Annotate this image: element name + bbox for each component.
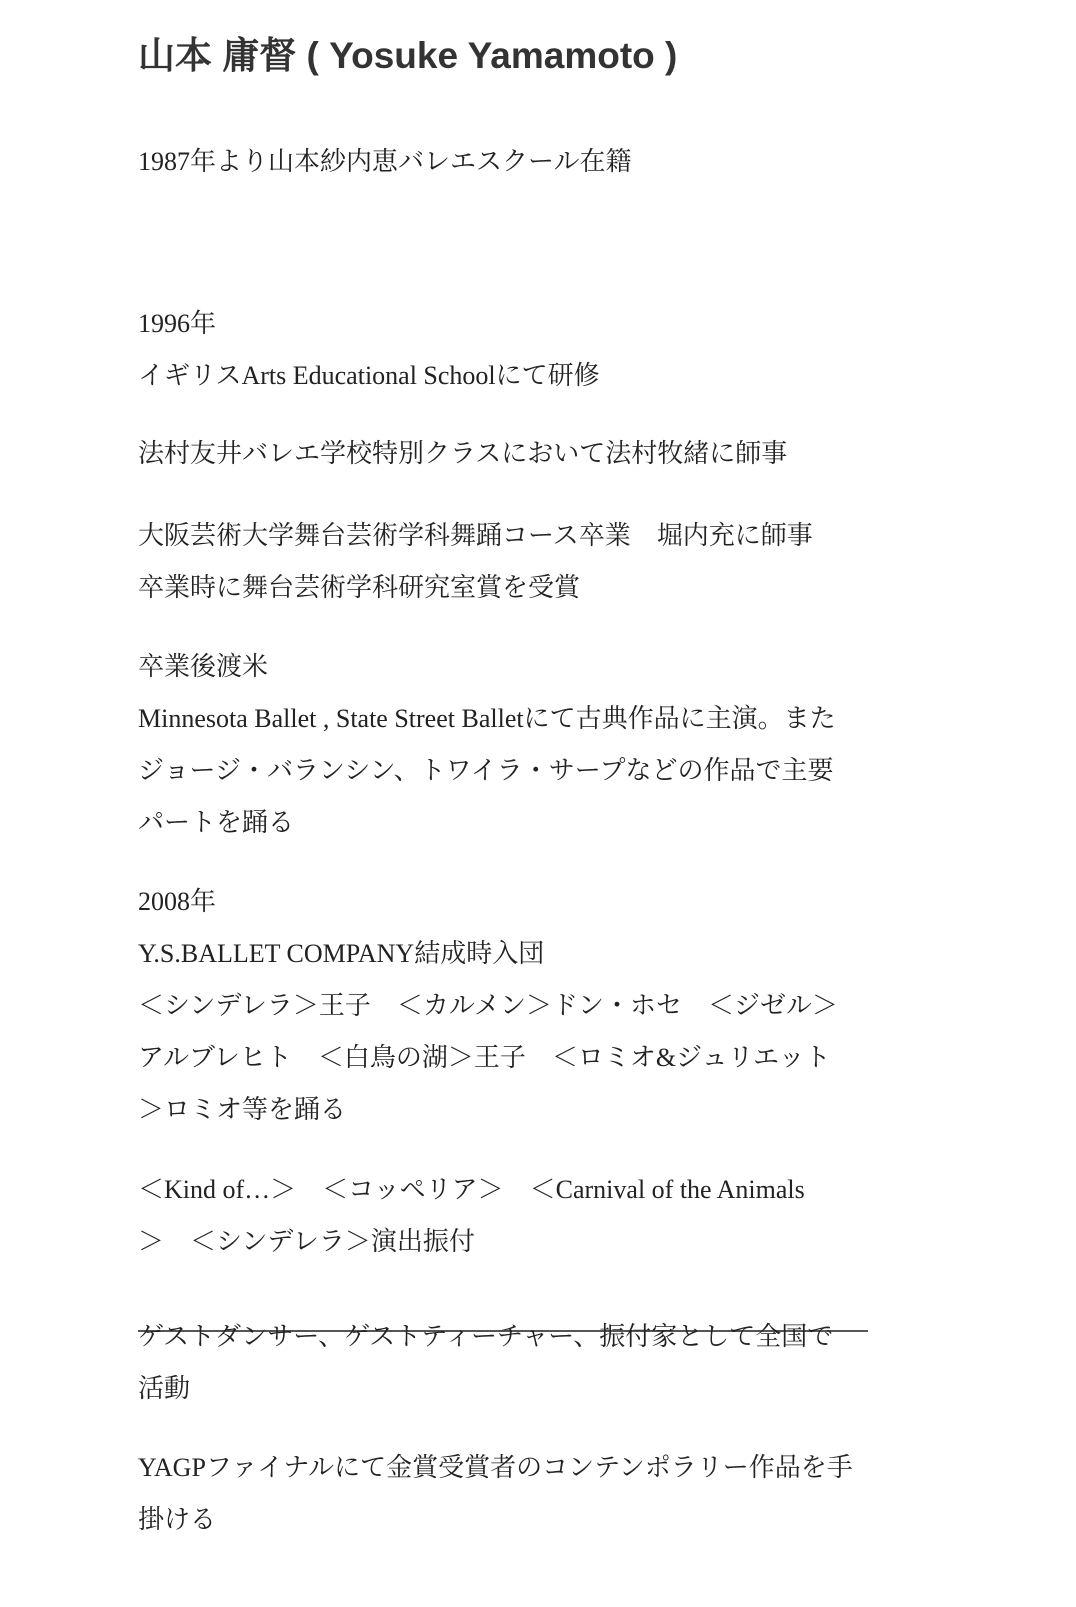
bio-line: 1987年より山本紗内恵バレエスクール在籍 — [138, 147, 632, 176]
bio-line: Y.S.BALLET COMPANY結成時入団 — [138, 939, 545, 968]
bio-line: 活動 — [138, 1374, 191, 1403]
bio-paragraph-usa — [138, 641, 878, 849]
bio-line: 卒業時に舞台芸術学科研究室賞を受賞 — [138, 573, 581, 602]
bio-line: 大阪芸術大学舞台芸術学科舞踊コース卒業 堀内充に師事 — [138, 521, 813, 550]
bio-line: アルブレヒト ＜白鳥の湖＞王子 ＜ロミオ&ジュリエット — [138, 1043, 831, 1072]
bio-line: ゲストダンサー、ゲストティーチャー、振付家として全国で — [138, 1322, 834, 1351]
bio-line: パートを踊る — [138, 808, 295, 837]
bio-line: ＞ロミオ等を踊る — [138, 1095, 347, 1124]
bio-paragraph-2008 — [138, 876, 878, 1136]
bio-line: ジョージ・バランシン、トワイラ・サープなどの作品で主要 — [138, 756, 834, 785]
bio-line: 1996年 — [138, 309, 217, 338]
bio-paragraph-choreography — [138, 1164, 878, 1268]
bio-paragraph-yagp — [138, 1442, 878, 1546]
bio-paragraph-horimura — [138, 428, 878, 480]
bio-line: 卒業後渡米 — [138, 652, 269, 681]
bio-line: YAGPファイナルにて金賞受賞者のコンテンポラリー作品を手 — [138, 1453, 853, 1482]
bio-line: 法村友井バレエ学校特別クラスにおいて法村牧緒に師事 — [138, 439, 788, 468]
bio-paragraph-guest — [138, 1311, 878, 1415]
bio-line: ＜シンデレラ＞王子 ＜カルメン＞ドン・ホセ ＜ジゼル＞ — [138, 991, 839, 1020]
bio-line: ＜Kind of…＞ ＜コッペリア＞ ＜Carnival of the Animals — [138, 1175, 805, 1204]
bio-line: 2008年 — [138, 887, 217, 916]
bio-line: 掛ける — [138, 1505, 217, 1534]
bio-paragraph-1996 — [138, 298, 878, 402]
bio-line: Minnesota Ballet , State Street Balletにて古典作品に主演。また — [138, 704, 836, 733]
bio-line: イギリスArts Educational Schoolにて研修 — [138, 361, 600, 390]
bio-paragraph-university — [138, 510, 878, 614]
bio-line: ＞ ＜シンデレラ＞演出振付 — [138, 1227, 475, 1256]
page-title: 山本 庸督 ( Yosuke Yamamoto ) — [138, 35, 678, 76]
bio-paragraph-school — [138, 136, 878, 188]
